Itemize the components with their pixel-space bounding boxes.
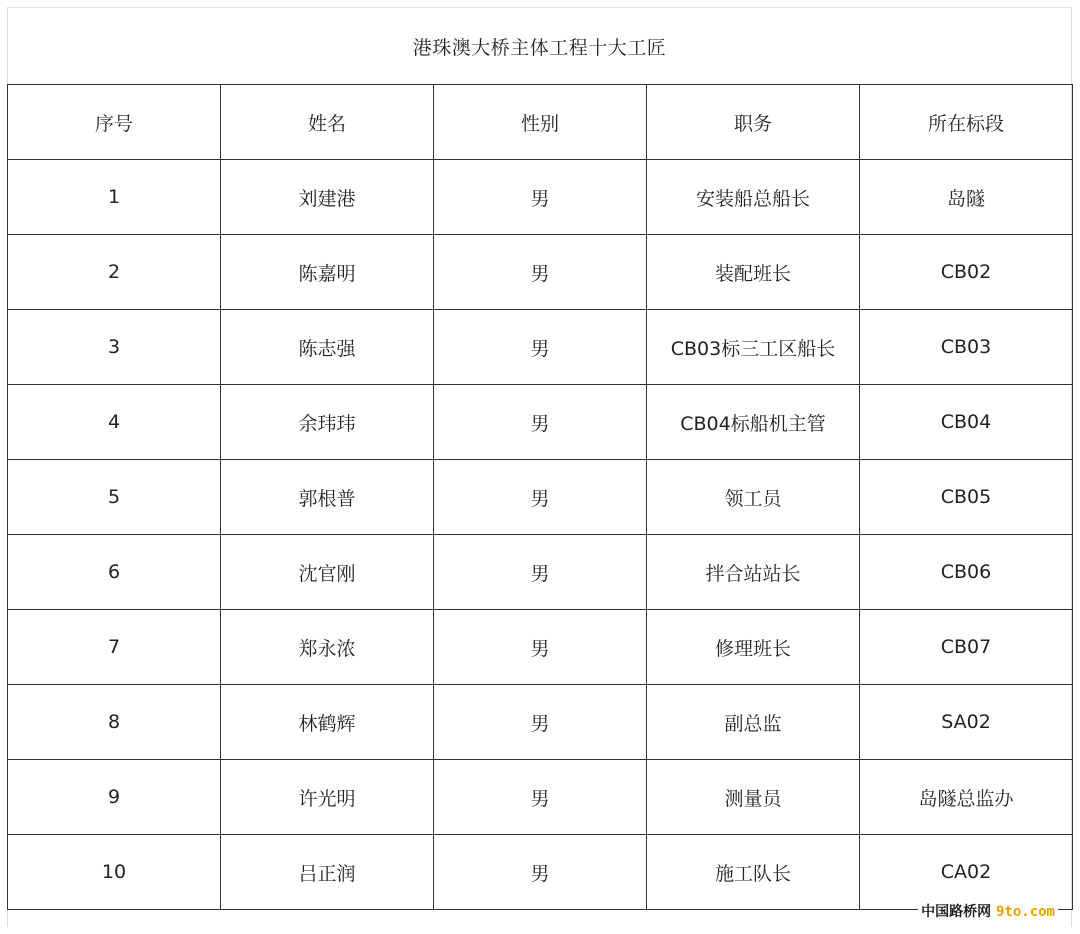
cell-section: CB07 — [860, 610, 1073, 685]
cell-gender: 男 — [434, 685, 647, 760]
cell-position: CB04标船机主管 — [647, 385, 860, 460]
column-header-index: 序号 — [8, 85, 221, 160]
table-row — [8, 835, 1073, 910]
cell-index: 2 — [8, 235, 221, 310]
cell-section: CB05 — [860, 460, 1073, 535]
watermark-site: 9to.com — [995, 904, 1055, 920]
cell-name: 沈官刚 — [221, 535, 434, 610]
cell-name: 林鹤辉 — [221, 685, 434, 760]
cell-name: 陈志强 — [221, 310, 434, 385]
cell-index: 8 — [8, 685, 221, 760]
cell-index: 10 — [8, 835, 221, 910]
cell-gender: 男 — [434, 160, 647, 235]
cell-position: 施工队长 — [647, 835, 860, 910]
cell-position: 测量员 — [647, 760, 860, 835]
table-row — [8, 760, 1073, 835]
table-row — [8, 160, 1073, 235]
column-header-section: 所在标段 — [860, 85, 1073, 160]
cell-name: 余玮玮 — [221, 385, 434, 460]
cell-section: CA02 — [860, 835, 1073, 910]
header-row — [8, 85, 1073, 160]
cell-section: 岛隧总监办 — [860, 760, 1073, 835]
cell-name: 许光明 — [221, 760, 434, 835]
column-header-position: 职务 — [647, 85, 860, 160]
cell-gender: 男 — [434, 235, 647, 310]
table-row — [8, 460, 1073, 535]
cell-section: CB04 — [860, 385, 1073, 460]
table-body — [8, 160, 1073, 910]
cell-section: SA02 — [860, 685, 1073, 760]
cell-gender: 男 — [434, 310, 647, 385]
table-row — [8, 685, 1073, 760]
cell-section: CB03 — [860, 310, 1073, 385]
cell-gender: 男 — [434, 760, 647, 835]
document-sheet — [7, 7, 1072, 927]
cell-position: 装配班长 — [647, 235, 860, 310]
table-row — [8, 385, 1073, 460]
column-header-name: 姓名 — [221, 85, 434, 160]
table-row — [8, 235, 1073, 310]
cell-index: 1 — [8, 160, 221, 235]
cell-index: 4 — [8, 385, 221, 460]
cell-name: 郭根普 — [221, 460, 434, 535]
watermark-name: 中国路桥网 — [921, 904, 992, 920]
column-header-gender: 性别 — [434, 85, 647, 160]
cell-section: CB06 — [860, 535, 1073, 610]
cell-name: 郑永浓 — [221, 610, 434, 685]
cell-index: 3 — [8, 310, 221, 385]
table-row — [8, 535, 1073, 610]
cell-gender: 男 — [434, 460, 647, 535]
cell-position: CB03标三工区船长 — [647, 310, 860, 385]
cell-name: 刘建港 — [221, 160, 434, 235]
cell-section: 岛隧 — [860, 160, 1073, 235]
cell-index: 5 — [8, 460, 221, 535]
cell-position: 副总监 — [647, 685, 860, 760]
cell-gender: 男 — [434, 610, 647, 685]
watermark — [918, 900, 1058, 922]
cell-position: 拌合站站长 — [647, 535, 860, 610]
cell-gender: 男 — [434, 535, 647, 610]
cell-position: 安装船总船长 — [647, 160, 860, 235]
cell-gender: 男 — [434, 385, 647, 460]
table-row — [8, 310, 1073, 385]
table-title: 港珠澳大桥主体工程十大工匠 — [8, 7, 1071, 85]
craftsmen-table — [7, 84, 1073, 910]
table-row — [8, 610, 1073, 685]
cell-position: 修理班长 — [647, 610, 860, 685]
cell-gender: 男 — [434, 835, 647, 910]
cell-index: 7 — [8, 610, 221, 685]
cell-position: 领工员 — [647, 460, 860, 535]
cell-index: 9 — [8, 760, 221, 835]
cell-name: 吕正润 — [221, 835, 434, 910]
cell-index: 6 — [8, 535, 221, 610]
cell-section: CB02 — [860, 235, 1073, 310]
cell-name: 陈嘉明 — [221, 235, 434, 310]
